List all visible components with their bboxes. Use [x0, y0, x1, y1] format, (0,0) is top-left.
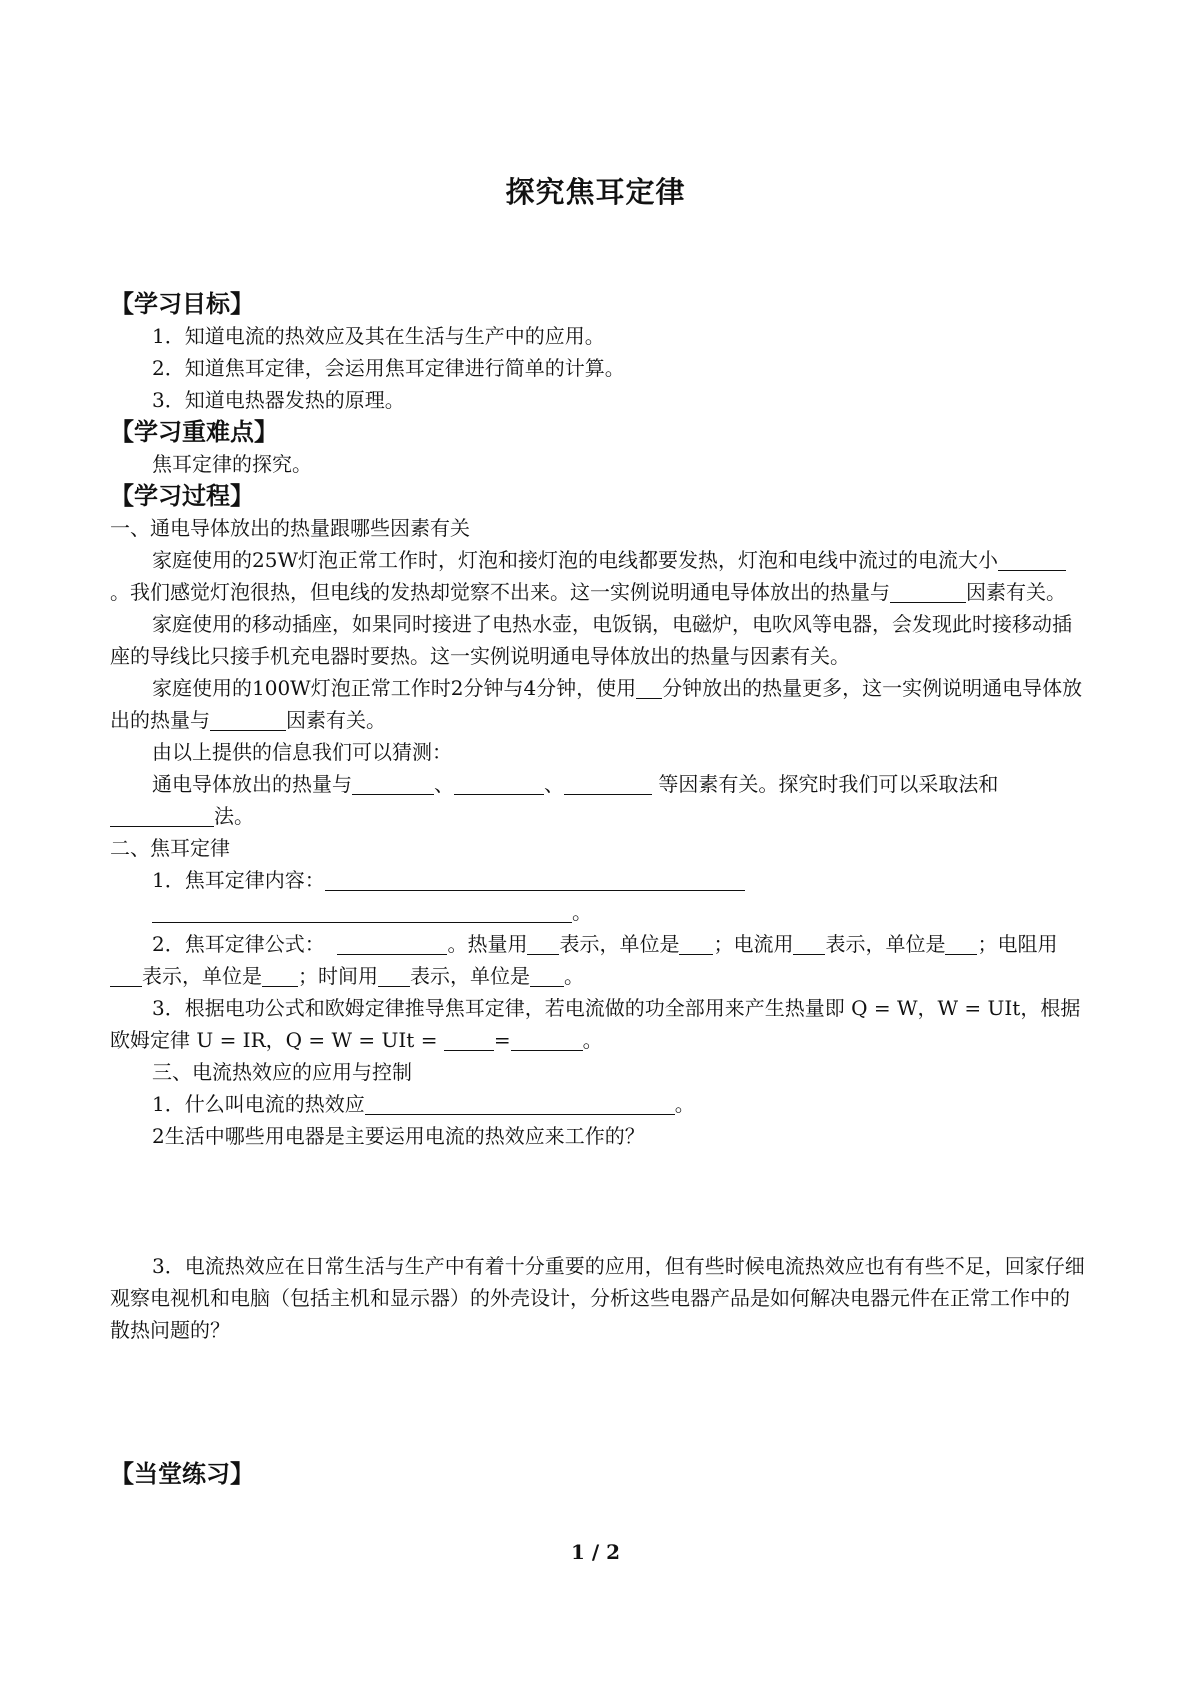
- objective-item: 2．知道焦耳定律，会运用焦耳定律进行简单的计算。: [152, 356, 625, 380]
- blank-line: [152, 900, 572, 923]
- keypoints-text: 焦耳定律的探究。: [152, 452, 312, 476]
- blank-line: [352, 772, 434, 795]
- blank-line: [530, 964, 564, 987]
- blank-line: [890, 580, 966, 603]
- part3-question-2: 2生活中哪些用电器是主要运用电流的热效应来工作的？: [152, 1124, 645, 1148]
- blank-line: [636, 676, 662, 699]
- objective-item: 3．知道电热器发热的原理。: [152, 388, 405, 412]
- part1-paragraph-2: 家庭使用的移动插座，如果同时接进了电热水壶，电饭锅，电磁炉，电吹风等电器，会发现此时接移动插座的导线比只接手机充电器时要热。这一实例说明通电导体放出的热量与因素有关。: [110, 612, 1072, 668]
- blank-line: [365, 1092, 675, 1115]
- part2-item-3: 3．根据电功公式和欧姆定律推导焦耳定律，若电流做的功全部用来产生热量即 Q = W，W = UIt，根据欧姆定律 U = IR，Q = W = UIt = = 。: [110, 996, 1081, 1052]
- part2-item-2: 2．焦耳定律公式： 。热量用 表示，单位是 ；电流用 表示，单位是 ；电阻用表示，单位是 ；时间用 表示，单位是 。: [110, 928, 1085, 992]
- blank-line: [564, 772, 652, 795]
- blank-line: [945, 932, 977, 955]
- practice-heading: 【当堂练习】: [110, 1460, 254, 1488]
- part3-question-1: 1．什么叫电流的热效应 。: [152, 1092, 695, 1116]
- process-heading: 【学习过程】: [110, 482, 254, 510]
- blank-line: [210, 708, 286, 731]
- page-title: 探究焦耳定律: [505, 175, 686, 209]
- blank-line: [325, 868, 745, 891]
- blank-line: [454, 772, 544, 795]
- blank-line: [378, 964, 410, 987]
- part2-title: 二、焦耳定律: [110, 836, 230, 860]
- blank-line: [998, 548, 1066, 571]
- part2-item-1: 1．焦耳定律内容：: [110, 864, 1085, 896]
- blank-line: [110, 804, 214, 827]
- blank-line: [444, 1028, 494, 1051]
- page-number: 1 / 2: [570, 1540, 621, 1564]
- keypoints-heading: 【学习重难点】: [110, 418, 278, 446]
- part1-paragraph-4: 由以上提供的信息我们可以猜测：: [152, 740, 452, 764]
- blank-line: [337, 932, 447, 955]
- answer-space: [110, 1346, 1085, 1458]
- part3-question-3: 3．电流热效应在日常生活与生产中有着十分重要的应用，但有些时候电流热效应也有有些不足，回家仔细观察电视机和电脑（包括主机和显示器）的外壳设计，分析这些电器产品是如何解决电器元件在正常工作中的散热问题的？: [110, 1254, 1085, 1342]
- part3-title: 三、电流热效应的应用与控制: [152, 1060, 412, 1084]
- blank-line: [679, 932, 713, 955]
- blank-line: [793, 932, 825, 955]
- blank-line: [262, 964, 298, 987]
- objective-item: 1．知道电流的热效应及其在生活与生产中的应用。: [152, 324, 605, 348]
- blank-line: [527, 932, 559, 955]
- part2-item-1-continued: 。: [110, 896, 1085, 928]
- part1-paragraph-5: 通电导体放出的热量与 、 、 等因素有关。探究时我们可以采取法和法。: [110, 768, 1085, 832]
- document-body: [110, 288, 1085, 1490]
- part1-paragraph-1: 家庭使用的25W灯泡正常工作时，灯泡和接灯泡的电线都要发热，灯泡和电线中流过的电流大小。我们感觉灯泡很热，但电线的发热却觉察不出来。这一实例说明通电导体放出的热量与 因素有关。: [110, 548, 1066, 604]
- answer-space: [110, 1152, 1085, 1250]
- part1-paragraph-3: 家庭使用的100W灯泡正常工作时2分钟与4分钟，使用 分钟放出的热量更多，这一实例说明通电导体放出的热量与 因素有关。: [110, 676, 1083, 732]
- part1-title: 一、通电导体放出的热量跟哪些因素有关: [110, 516, 470, 540]
- objectives-heading: 【学习目标】: [110, 290, 254, 318]
- blank-line: [511, 1028, 583, 1051]
- blank-line: [110, 964, 142, 987]
